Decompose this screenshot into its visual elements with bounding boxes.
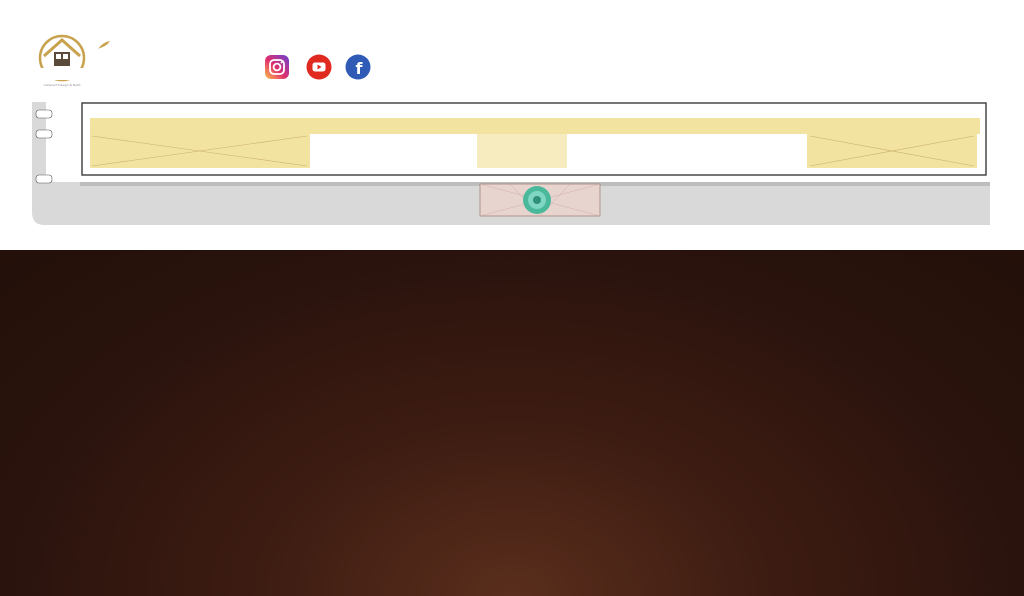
youtube-icon[interactable] <box>306 54 332 80</box>
corridor-main <box>90 118 980 134</box>
svg-text:f: f <box>355 59 363 78</box>
feather-icon <box>97 40 111 50</box>
fountain <box>480 184 600 216</box>
svg-text:Coherent Design & Build: Coherent Design & Build <box>43 83 81 87</box>
facebook-icon[interactable] <box>345 54 371 80</box>
brand-block <box>91 36 216 56</box>
header <box>0 0 1024 100</box>
floor-plan-map <box>32 100 990 225</box>
central-atrium <box>477 134 567 168</box>
cdb-logo <box>34 28 90 90</box>
price-section-bg <box>0 250 1024 596</box>
instagram-icon[interactable] <box>264 54 290 80</box>
